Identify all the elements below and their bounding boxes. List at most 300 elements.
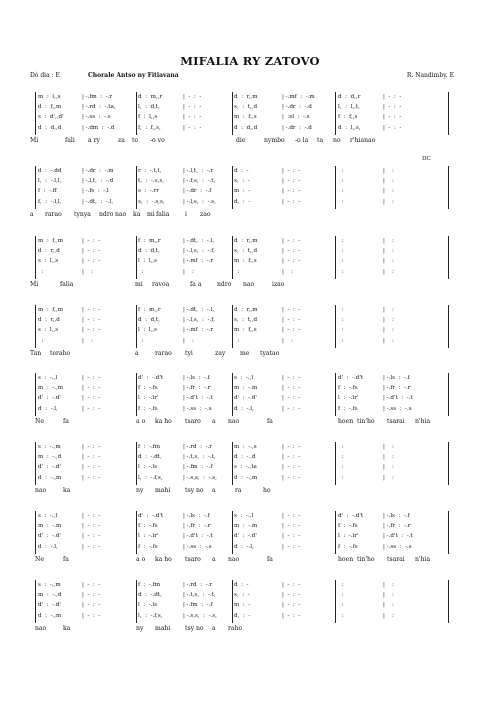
- lyric-word: i: [185, 210, 187, 218]
- note-cell: | :sl : -.s: [282, 114, 310, 121]
- note-cell: :: [338, 602, 347, 609]
- note-cell: :: [138, 268, 147, 275]
- note-cell: | -.ss : -.s: [383, 405, 412, 412]
- note-cell: d : -.l,: [234, 543, 254, 550]
- lyric-word: ta: [317, 136, 324, 144]
- note-cell: s : -.,l: [234, 375, 254, 381]
- note-cell: d : d,,r: [338, 94, 361, 100]
- note-cell: f : -.fs: [138, 523, 158, 530]
- note-cell: | -.mf : -.r: [183, 327, 214, 334]
- note-cell: | :: [383, 248, 398, 255]
- lyric-word: a: [30, 210, 34, 218]
- lyric-word: Mi: [30, 136, 39, 144]
- note-cell: s : -.rr: [138, 188, 159, 195]
- note-cell: | - : -: [82, 582, 101, 588]
- note-cell: | :: [383, 238, 398, 244]
- note-cell: :: [338, 258, 347, 265]
- note-cell: | -.fm : -.f: [183, 602, 213, 609]
- note-cell: | - : -: [82, 395, 101, 402]
- note-cell: :: [338, 582, 347, 588]
- voice-row: [30, 531, 450, 541]
- voice-row: [30, 267, 450, 277]
- note-cell: d, : -: [234, 612, 251, 619]
- lyric-word: fa: [267, 555, 273, 563]
- lyric-word: -o la: [295, 136, 309, 144]
- note-cell: | :: [383, 582, 398, 588]
- lyric-word: a: [212, 555, 216, 563]
- lyric-word: a o: [136, 417, 146, 425]
- note-cell: | :: [383, 454, 398, 461]
- lyric-word: r'hianao: [350, 136, 376, 144]
- note-cell: f : m,,r: [138, 307, 161, 313]
- note-cell: | - : -: [282, 178, 301, 185]
- lyric-word: no: [333, 136, 341, 144]
- lyric-word: nao: [228, 417, 240, 425]
- note-cell: | - : -: [82, 405, 101, 412]
- note-cell: l : -.ls: [138, 464, 158, 471]
- lyric-word: hoen: [338, 417, 354, 425]
- note-cell: m : -.m: [234, 523, 258, 530]
- note-cell: :: [338, 444, 347, 450]
- note-cell: l : -.lr': [138, 395, 159, 402]
- note-cell: | :: [282, 268, 297, 275]
- note-cell: d : -: [234, 168, 249, 174]
- voice-row: [30, 404, 450, 414]
- note-cell: m : f,,m: [38, 238, 64, 244]
- lyric-word: to: [132, 136, 139, 144]
- note-cell: | - : -: [282, 385, 301, 392]
- note-cell: s, : t,,d: [234, 317, 258, 324]
- note-cell: | :: [383, 474, 398, 481]
- note-cell: | :: [183, 268, 198, 275]
- system-6: [30, 442, 450, 497]
- lyric-word: izao: [272, 280, 285, 288]
- note-cell: s : d',,d': [38, 114, 64, 121]
- note-cell: :: [338, 464, 347, 471]
- note-cell: | -.ss : -.s: [183, 405, 212, 412]
- note-cell: | -.l,t, : -.r: [183, 168, 214, 174]
- note-cell: s : -.,ta: [234, 464, 257, 471]
- note-cell: :: [338, 307, 347, 313]
- note-cell: f : f,,s: [338, 114, 358, 121]
- note-cell: | :: [383, 464, 398, 471]
- note-cell: d : -.,m: [38, 474, 62, 481]
- note-cell: | -.ls : -.f: [183, 375, 210, 381]
- lyric-word: a: [212, 417, 216, 425]
- note-cell: m : f,,m: [38, 307, 64, 313]
- note-cell: | -.dt, : -.l,: [183, 307, 215, 313]
- lyric-word: die: [236, 136, 246, 144]
- note-cell: | - : -: [82, 533, 101, 540]
- note-cell: | :: [383, 258, 398, 265]
- note-cell: l : l,,s: [138, 258, 158, 265]
- note-cell: | - : -: [282, 198, 301, 205]
- note-cell: :: [338, 198, 347, 205]
- note-cell: | -.rd : -.r: [183, 444, 212, 450]
- lyric-word: -o vo: [150, 136, 165, 144]
- note-cell: d : r,,d: [38, 317, 60, 324]
- lyric-word: ka: [133, 210, 141, 218]
- note-cell: | - : -: [282, 454, 301, 461]
- system-5: [30, 373, 450, 428]
- note-cell: | - : -: [383, 114, 402, 121]
- voice-row: [30, 336, 450, 346]
- note-cell: | - : -: [82, 258, 101, 265]
- note-cell: | - : -: [282, 602, 301, 609]
- key-signature: Dò dia : E: [30, 72, 60, 79]
- lyric-word: a o: [136, 555, 146, 563]
- note-cell: d' : -.d't: [338, 375, 364, 381]
- note-cell: | - : -: [282, 592, 301, 599]
- note-cell: m : -: [234, 188, 251, 195]
- note-cell: | - : -: [82, 238, 101, 244]
- note-cell: s : -.,m: [38, 444, 61, 450]
- note-cell: | :: [82, 337, 97, 344]
- note-cell: f : l,,s: [138, 114, 158, 121]
- note-cell: :: [338, 327, 347, 334]
- note-cell: :: [338, 268, 347, 275]
- note-cell: | -.s,s, : -.s,: [183, 474, 217, 481]
- note-cell: | - : -: [282, 612, 301, 619]
- note-cell: | -.ls : -.f: [383, 513, 410, 519]
- note-cell: s, : -.s,s,: [138, 198, 165, 205]
- note-cell: d : d,,d: [38, 124, 62, 131]
- lyric-word: fa: [267, 417, 273, 425]
- lyric-word: za: [118, 136, 125, 144]
- note-cell: | - : -: [282, 533, 301, 540]
- note-cell: | -.dt, : -.l,: [82, 198, 114, 205]
- lyric-word: tin'ho: [357, 555, 375, 563]
- note-cell: t, : -.s,s,: [138, 178, 164, 185]
- voice-row: [30, 112, 450, 122]
- note-cell: d : r,,m: [234, 307, 258, 313]
- lyric-word: tynya: [74, 210, 91, 218]
- note-cell: | -.rd : -.ta,: [82, 104, 116, 111]
- note-cell: | -.dr : -.m: [82, 168, 114, 174]
- lyric-word: ka: [63, 624, 71, 632]
- lyric-word: n'hia: [415, 555, 431, 563]
- note-cell: | - : -: [282, 513, 301, 519]
- note-cell: s : -.,m: [38, 582, 61, 588]
- lyric-word: a ry: [88, 136, 100, 144]
- lyric-word: ka: [63, 486, 71, 494]
- note-cell: | -.l,t, : -.d: [82, 178, 114, 185]
- note-cell: | -.ss : -.s: [82, 114, 111, 121]
- page-title: MIFALIA RY ZATOVO: [180, 54, 320, 68]
- note-cell: | :: [383, 178, 398, 185]
- note-cell: | -.s,s, : -.s,: [183, 612, 217, 619]
- note-cell: m : -.,m: [38, 385, 64, 392]
- lyric-word: rarao: [155, 349, 172, 357]
- note-cell: | -.dr : -.f: [183, 188, 212, 195]
- lyric-word: ny: [136, 624, 144, 632]
- voice-row: [30, 315, 450, 325]
- note-cell: | - : -: [82, 307, 101, 313]
- lyric-word: tsaro: [185, 417, 201, 425]
- note-cell: d : f,,m: [38, 104, 62, 111]
- lyric-word: a: [135, 349, 139, 357]
- note-cell: d' : -.d': [38, 464, 61, 471]
- note-cell: d' : -.d't: [138, 513, 164, 519]
- voice-row: [30, 511, 450, 521]
- note-cell: | -.t,s, : -.t,: [183, 592, 216, 599]
- note-cell: :: [38, 337, 47, 344]
- lyric-word: falia: [156, 210, 170, 218]
- note-cell: s, : t,,d: [234, 104, 258, 111]
- note-cell: | -.fs : -.l: [82, 188, 109, 195]
- note-cell: | -.fr : -.r: [383, 523, 411, 530]
- note-cell: d : -.l,: [38, 543, 58, 550]
- note-cell: | - : -: [282, 582, 301, 588]
- lyric-word: ho: [263, 486, 271, 494]
- lyric-word: ka ho: [155, 417, 172, 425]
- note-cell: s : l,,s: [38, 327, 59, 334]
- voice-row: [30, 542, 450, 552]
- note-cell: | - : -: [282, 444, 301, 450]
- note-cell: | - : -: [82, 513, 101, 519]
- voice-row: [30, 600, 450, 610]
- note-cell: s, : -: [234, 178, 250, 185]
- note-cell: | - : -: [282, 523, 301, 530]
- lyric-word: ka ho: [155, 555, 172, 563]
- note-cell: :: [338, 612, 347, 619]
- lyric-word: zay: [215, 349, 226, 357]
- note-cell: | :: [383, 268, 398, 275]
- voice-row: [30, 611, 450, 621]
- lyric-word: ny: [136, 486, 144, 494]
- note-cell: | -.ls : -.f: [183, 513, 210, 519]
- lyric-word: nao: [228, 555, 240, 563]
- system-8: [30, 580, 450, 635]
- da-capo-marker: DC: [422, 156, 431, 162]
- note-cell: | - : -: [82, 612, 101, 619]
- voice-row: [30, 197, 450, 207]
- lyric-word: mahi: [155, 624, 171, 632]
- note-cell: | - : -: [183, 104, 202, 111]
- note-cell: m : -.,d: [38, 592, 62, 599]
- note-cell: f : -.fs: [338, 405, 358, 412]
- note-cell: :: [234, 268, 243, 275]
- note-cell: | - : -: [82, 602, 101, 609]
- note-cell: m : -.m: [38, 523, 62, 530]
- choir-name: Chorale Antso ny Fitiavana: [88, 72, 179, 79]
- note-cell: f : -.fs: [138, 385, 158, 392]
- note-cell: | -.dr : -.d: [282, 124, 312, 131]
- note-cell: d' : -.d': [38, 533, 61, 540]
- lyric-word: Ne: [35, 417, 44, 425]
- lyric-word: tsy no: [185, 624, 204, 632]
- voice-row: [30, 393, 450, 403]
- note-cell: | - : -: [82, 464, 101, 471]
- note-cell: f : -.fs: [338, 543, 358, 550]
- note-cell: m : -: [234, 602, 251, 609]
- note-cell: d : -.,m: [234, 474, 258, 481]
- voice-row: [30, 452, 450, 462]
- lyric-word: nao: [35, 486, 47, 494]
- voice-row: [30, 305, 450, 315]
- system-2: [30, 156, 450, 221]
- note-cell: | -.fr : -.r: [183, 523, 211, 530]
- note-cell: :: [338, 337, 347, 344]
- note-cell: | -.mf : -.r: [183, 258, 214, 265]
- note-cell: d' : -.d': [38, 395, 61, 402]
- note-cell: | :: [82, 268, 97, 275]
- note-cell: | - : -: [282, 258, 301, 265]
- lyric-word: mahi: [155, 486, 171, 494]
- note-cell: | -.fm : -.r: [82, 94, 113, 100]
- note-cell: | :: [282, 337, 297, 344]
- note-cell: | :: [383, 592, 398, 599]
- note-cell: d : d,,d: [234, 124, 258, 131]
- lyric-word: Ne: [35, 555, 44, 563]
- note-cell: l : l,,s: [138, 327, 158, 334]
- note-cell: | -.l,s, : -.f,: [183, 317, 215, 324]
- voice-row: [30, 186, 450, 196]
- lyric-word: ndro: [99, 210, 114, 218]
- note-cell: | - : -: [282, 375, 301, 381]
- note-cell: s, : -: [234, 592, 250, 599]
- note-cell: | - : -: [282, 543, 301, 550]
- note-cell: | -.t,s, : -.t,: [183, 454, 216, 461]
- note-cell: | :: [383, 327, 398, 334]
- note-cell: | - : -: [282, 317, 301, 324]
- note-cell: s : -.,l: [234, 513, 254, 519]
- note-cell: | - : -: [82, 375, 101, 381]
- note-cell: l : -.lr': [138, 533, 159, 540]
- note-cell: :: [338, 238, 347, 244]
- voice-row: [30, 521, 450, 531]
- note-cell: | -.dt, : -.l,: [183, 238, 215, 244]
- lyric-word: fa: [63, 555, 69, 563]
- system-4: [30, 305, 450, 360]
- voice-row: [30, 246, 450, 256]
- lyric-word: teraho: [50, 349, 71, 357]
- voice-row: [30, 473, 450, 483]
- note-cell: d : r,,d: [38, 248, 60, 255]
- lyric-word: tsy no: [185, 486, 204, 494]
- lyric-word: raho: [228, 624, 243, 632]
- lyric-word: n'hia: [415, 417, 431, 425]
- note-cell: | - : -: [383, 94, 402, 100]
- note-cell: | - : -: [282, 474, 301, 481]
- note-cell: m : f,,s: [234, 114, 257, 121]
- lyric-word: tyatao: [260, 349, 280, 357]
- note-cell: | -.ls : -.f: [383, 375, 410, 381]
- note-cell: | - : -: [82, 474, 101, 481]
- note-cell: m : -.,s: [234, 444, 257, 450]
- note-cell: d : d,t,: [138, 317, 160, 324]
- lyric-word: tsarai: [387, 417, 405, 425]
- lyric-word: ndro: [217, 280, 232, 288]
- note-cell: | :: [383, 198, 398, 205]
- note-cell: d' : -.d': [234, 395, 257, 402]
- note-cell: d : r,,m: [234, 94, 258, 100]
- note-cell: m : -.m: [234, 385, 258, 392]
- lyric-word: nao: [243, 280, 255, 288]
- note-cell: | :: [383, 602, 398, 609]
- note-cell: | -.fm : -.f: [183, 464, 213, 471]
- note-cell: | - : -: [82, 327, 101, 334]
- note-cell: f : m,,r: [138, 238, 161, 244]
- note-cell: d : m,,r: [138, 94, 163, 100]
- note-cell: d : -.,d: [234, 454, 256, 461]
- note-cell: :: [338, 188, 347, 195]
- note-cell: d : -.dt,: [138, 454, 162, 461]
- note-cell: :: [138, 337, 147, 344]
- lyric-word: tyi: [185, 349, 193, 357]
- note-cell: | - : -: [183, 94, 202, 100]
- note-cell: | - : -: [82, 248, 101, 255]
- note-cell: | -.d't : -.t: [383, 533, 413, 540]
- note-cell: f : -.fs: [338, 385, 358, 392]
- voice-row: [30, 590, 450, 600]
- note-cell: m : l,,s: [38, 94, 61, 100]
- note-cell: | -.fr : -.r: [183, 385, 211, 392]
- lyric-word: mi: [147, 210, 155, 218]
- note-cell: | -.d't : -.t: [183, 395, 213, 402]
- note-cell: | -.ss : -.s: [383, 543, 412, 550]
- note-cell: :: [234, 337, 243, 344]
- note-cell: | -.rd : -.r: [183, 582, 212, 588]
- lyric-word: nao: [115, 210, 127, 218]
- note-cell: | - : -: [183, 114, 202, 121]
- lyric-word: a: [212, 624, 216, 632]
- note-cell: | - : -: [383, 104, 402, 111]
- note-cell: | -.ss : -.s: [183, 543, 212, 550]
- note-cell: :: [338, 178, 347, 185]
- note-cell: | - : -: [183, 124, 202, 131]
- note-cell: s : -.,l: [38, 375, 58, 381]
- lyric-word: tsaro: [185, 555, 201, 563]
- voice-row: [30, 442, 450, 452]
- lyric-word: tin'ho: [357, 417, 375, 425]
- note-cell: l, : d,t,: [138, 104, 160, 111]
- note-cell: m : f,,s: [234, 258, 257, 265]
- note-cell: f : -.fs: [138, 543, 158, 550]
- lyric-word: mi: [135, 280, 143, 288]
- note-cell: | - : -: [82, 592, 101, 599]
- note-cell: l, : -.f,s,: [138, 474, 163, 481]
- note-cell: d' : -.d': [38, 602, 61, 609]
- note-cell: r : -.t,t,: [138, 168, 162, 174]
- note-cell: | - : -: [282, 188, 301, 195]
- note-cell: :: [338, 248, 347, 255]
- system-1: [30, 92, 450, 147]
- note-cell: | - : -: [82, 454, 101, 461]
- note-cell: s : -.,l: [38, 513, 58, 519]
- note-cell: | - : -: [282, 168, 301, 174]
- note-cell: | - : -: [282, 395, 301, 402]
- note-cell: f : -.ff: [38, 188, 57, 195]
- note-cell: | - : -: [282, 238, 301, 244]
- note-cell: d' : -.d't: [138, 375, 164, 381]
- note-cell: f : -.fm: [138, 444, 161, 450]
- note-cell: | :: [383, 444, 398, 450]
- note-cell: f, : f,,s,: [138, 124, 161, 131]
- note-cell: | -.fr : -.r: [383, 385, 411, 392]
- lyric-word: fa: [63, 417, 69, 425]
- note-cell: :: [338, 317, 347, 324]
- lyric-word: nao: [35, 624, 47, 632]
- system-7: [30, 511, 450, 566]
- note-cell: d : d,t,: [138, 248, 160, 255]
- lyric-word: fali: [65, 136, 75, 144]
- note-cell: | :: [383, 317, 398, 324]
- lyric-word: fa a: [190, 280, 202, 288]
- note-cell: | - : -: [82, 317, 101, 324]
- lyric-word: falia: [60, 280, 74, 288]
- note-cell: d : -.,m: [38, 612, 62, 619]
